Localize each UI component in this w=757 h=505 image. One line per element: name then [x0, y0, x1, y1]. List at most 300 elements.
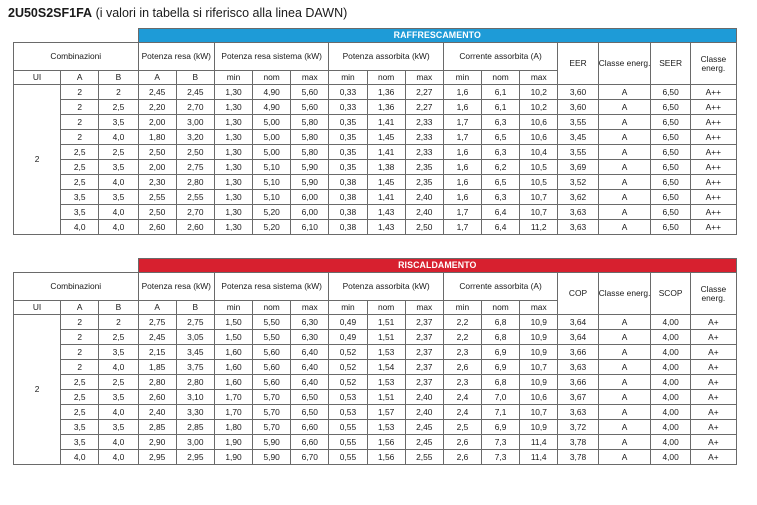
- table-cell: 2,75: [176, 315, 214, 330]
- table-row: [14, 330, 737, 345]
- table-cell: 5,90: [291, 175, 329, 190]
- table-cell: 2,40: [405, 190, 443, 205]
- table-cell: 6,8: [482, 315, 520, 330]
- table-cell: 10,2: [520, 100, 558, 115]
- table-cell: 1,51: [367, 390, 405, 405]
- table-cell: 6,30: [291, 330, 329, 345]
- table-row: [14, 100, 737, 115]
- subheader-min: min: [329, 71, 367, 85]
- table-cell: 3,66: [558, 375, 598, 390]
- table-cell: 2,5: [99, 100, 138, 115]
- table-cell: 5,90: [291, 160, 329, 175]
- table-cell: A: [598, 145, 651, 160]
- table-cell: 2,55: [405, 450, 443, 465]
- table-cell: 2,37: [405, 375, 443, 390]
- table-cell: 1,80: [214, 420, 252, 435]
- table-cell: 0,49: [329, 315, 367, 330]
- subheader-max: max: [405, 71, 443, 85]
- table-cell: 2,45: [176, 85, 214, 100]
- subheader-a: A: [138, 71, 176, 85]
- table-cell: 6,5: [482, 130, 520, 145]
- subheader-ui: UI: [14, 301, 61, 315]
- table-cell: 1,51: [367, 330, 405, 345]
- table-cell: 7,3: [482, 435, 520, 450]
- table-cell: 6,40: [291, 360, 329, 375]
- table-cell: 0,55: [329, 435, 367, 450]
- table-cell: 0,38: [329, 205, 367, 220]
- model-note: (i valori in tabella si riferisco alla linea DAWN): [95, 6, 348, 20]
- table-cell: 1,30: [214, 115, 252, 130]
- table-cell: 6,9: [482, 360, 520, 375]
- table-cell: 2,5: [99, 145, 138, 160]
- table-cell: A++: [690, 220, 736, 235]
- table-cell: 3,62: [558, 190, 598, 205]
- table-cell: A+: [690, 375, 736, 390]
- table-cell: 2,75: [138, 315, 176, 330]
- table-cell: 5,50: [253, 330, 291, 345]
- table-cell: 4,0: [99, 435, 138, 450]
- table-cell: 6,9: [482, 420, 520, 435]
- table-row: [14, 405, 737, 420]
- table-cell: 2,00: [138, 160, 176, 175]
- table-cell: A: [598, 345, 651, 360]
- table-cell: 1,30: [214, 220, 252, 235]
- header-corrente-assorbita: Corrente assorbita (A): [443, 273, 557, 301]
- subheader-max: max: [520, 71, 558, 85]
- table-cell: 11,4: [520, 450, 558, 465]
- table-cell: 1,30: [214, 205, 252, 220]
- subheader-b: B: [99, 71, 138, 85]
- table-cell: A++: [690, 145, 736, 160]
- table-cell: 10,6: [520, 115, 558, 130]
- table-cell: 5,50: [253, 315, 291, 330]
- table-cell: 10,5: [520, 175, 558, 190]
- subheader-a: A: [61, 301, 99, 315]
- table-cell: 3,69: [558, 160, 598, 175]
- table-cell: 0,33: [329, 100, 367, 115]
- table-cell: 2,4: [443, 390, 481, 405]
- table-cell: 2,90: [138, 435, 176, 450]
- table-cell: 2: [61, 100, 99, 115]
- table-cell: 3,55: [558, 145, 598, 160]
- table-cell: A: [598, 85, 651, 100]
- table-cell: 2,40: [405, 390, 443, 405]
- table-cell: 6,50: [291, 390, 329, 405]
- table-cell: 0,38: [329, 190, 367, 205]
- table-cell: 6,5: [482, 175, 520, 190]
- table-cell: 1,53: [367, 375, 405, 390]
- subheader-a: A: [138, 301, 176, 315]
- table-cell: 1,30: [214, 145, 252, 160]
- subheader-nom: nom: [253, 71, 291, 85]
- table-cell: 0,52: [329, 360, 367, 375]
- table-cell: 0,52: [329, 345, 367, 360]
- table-cell: 4,90: [253, 85, 291, 100]
- table-cell: 5,60: [253, 375, 291, 390]
- table-cell: 2,5: [61, 390, 99, 405]
- table-cell: A+: [690, 330, 736, 345]
- table-cell: 5,70: [253, 420, 291, 435]
- table-cell: 5,00: [253, 130, 291, 145]
- table-cell: A: [598, 100, 651, 115]
- header-potenza-assorbita: Potenza assorbita (kW): [329, 273, 443, 301]
- table-cell: A: [598, 205, 651, 220]
- table-cell: 0,38: [329, 220, 367, 235]
- table-cell: 10,9: [520, 375, 558, 390]
- table-cell: 2,5: [99, 330, 138, 345]
- table-cell: 2,40: [405, 405, 443, 420]
- table-cell: A: [598, 175, 651, 190]
- table-cell: 2,00: [138, 115, 176, 130]
- table-cell: 5,10: [253, 190, 291, 205]
- table-cell: 3,30: [176, 405, 214, 420]
- table-cell: 2,70: [176, 100, 214, 115]
- table-row: [14, 205, 737, 220]
- table-cell: 2,70: [176, 205, 214, 220]
- table-cell: 3,64: [558, 315, 598, 330]
- table-cell: 5,10: [253, 160, 291, 175]
- table-cell: 0,35: [329, 160, 367, 175]
- table-cell: 2,50: [138, 145, 176, 160]
- table-cell: 2,6: [443, 450, 481, 465]
- table-cell: A: [598, 450, 651, 465]
- table-cell: A: [598, 375, 651, 390]
- table-cell: 5,60: [291, 100, 329, 115]
- table-cell: 2,60: [138, 390, 176, 405]
- table-cell: 6,3: [482, 115, 520, 130]
- subheader-b: B: [176, 71, 214, 85]
- table-cell: 3,72: [558, 420, 598, 435]
- table-cell: 2,3: [443, 345, 481, 360]
- table-cell: 6,50: [651, 160, 690, 175]
- table-cell: A+: [690, 405, 736, 420]
- header-potenza-resa: Potenza resa (kW): [138, 43, 214, 71]
- table-cell: 1,56: [367, 450, 405, 465]
- table-row: [14, 420, 737, 435]
- table-cell: 2,50: [405, 220, 443, 235]
- table-cell: 0,38: [329, 175, 367, 190]
- table-cell: 10,6: [520, 390, 558, 405]
- table-cell: 2: [99, 315, 138, 330]
- table-cell: A+: [690, 450, 736, 465]
- table-cell: 2,33: [405, 130, 443, 145]
- subheader-min: min: [443, 301, 481, 315]
- table-cell: 6,4: [482, 205, 520, 220]
- table-cell: 1,30: [214, 175, 252, 190]
- table-cell: 0,52: [329, 375, 367, 390]
- table-cell: A+: [690, 360, 736, 375]
- table-cell: 4,00: [651, 330, 690, 345]
- table-cell: A: [598, 330, 651, 345]
- table-cell: 4,0: [99, 130, 138, 145]
- table-cell: 6,50: [651, 145, 690, 160]
- table-cell: 6,9: [482, 345, 520, 360]
- table-cell: 6,30: [291, 315, 329, 330]
- table-cell: 2,15: [138, 345, 176, 360]
- table-row: [14, 130, 737, 145]
- table-cell: 1,6: [443, 190, 481, 205]
- table-cell: 6,4: [482, 220, 520, 235]
- table-cell: 3,5: [99, 190, 138, 205]
- table-cell: A+: [690, 390, 736, 405]
- table-cell: 0,53: [329, 405, 367, 420]
- table-cell: 10,4: [520, 145, 558, 160]
- table-cell: 1,45: [367, 130, 405, 145]
- table-cell: 3,5: [61, 435, 99, 450]
- table-cell: 1,38: [367, 160, 405, 175]
- table-cell: 1,7: [443, 115, 481, 130]
- table-cell: 6,50: [651, 175, 690, 190]
- table-cell: 6,8: [482, 375, 520, 390]
- table-row: [14, 175, 737, 190]
- table-cell: 3,63: [558, 220, 598, 235]
- table-cell: 1,7: [443, 205, 481, 220]
- table-cell: 4,00: [651, 435, 690, 450]
- table-cell: 1,6: [443, 145, 481, 160]
- table-cell: 0,35: [329, 115, 367, 130]
- table-cell: 10,5: [520, 160, 558, 175]
- table-cell: 11,4: [520, 435, 558, 450]
- table-cell: 2: [61, 85, 99, 100]
- table-cell: 4,0: [61, 220, 99, 235]
- table-cell: 2,2: [443, 330, 481, 345]
- table-cell: 2: [61, 315, 99, 330]
- table-cell: 2,80: [138, 375, 176, 390]
- table-cell: 6,50: [651, 190, 690, 205]
- subheader-b: B: [99, 301, 138, 315]
- table-cell: 3,5: [61, 205, 99, 220]
- table-cell: 4,00: [651, 360, 690, 375]
- table-row: [14, 375, 737, 390]
- table-cell: 1,30: [214, 190, 252, 205]
- table-row: [14, 390, 737, 405]
- subheader-min: min: [214, 71, 252, 85]
- table-cell: A: [598, 130, 651, 145]
- table-cell: A+: [690, 315, 736, 330]
- model-code: 2U50S2SF1FA: [8, 6, 93, 20]
- table-cell: A: [598, 390, 651, 405]
- table-cell: A+: [690, 420, 736, 435]
- table-cell: 3,00: [176, 115, 214, 130]
- table-cell: 0,49: [329, 330, 367, 345]
- table-cell: A++: [690, 175, 736, 190]
- table-row: [14, 115, 737, 130]
- table-cell: A++: [690, 160, 736, 175]
- table-cell: 5,60: [291, 85, 329, 100]
- table-cell: 2,35: [405, 175, 443, 190]
- table-row: [14, 85, 737, 100]
- table-cell: 2: [61, 115, 99, 130]
- table-cell: 5,20: [253, 205, 291, 220]
- header-potenza-resa-sistema: Potenza resa sistema (kW): [214, 43, 328, 71]
- table-cell: 2,4: [443, 405, 481, 420]
- subheader-b: B: [176, 301, 214, 315]
- table-cell: 10,9: [520, 345, 558, 360]
- table-cell: 2,5: [61, 160, 99, 175]
- table-cell: 1,6: [443, 160, 481, 175]
- table-cell: 1,6: [443, 100, 481, 115]
- table-cell: 2,5: [61, 375, 99, 390]
- table-cell: 10,7: [520, 405, 558, 420]
- subheader-max: max: [291, 71, 329, 85]
- table-cell: 2,27: [405, 100, 443, 115]
- table-cell: 1,6: [443, 175, 481, 190]
- ui-cell: 2: [14, 85, 61, 235]
- table-cell: 5,60: [253, 360, 291, 375]
- table-cell: 6,00: [291, 205, 329, 220]
- table-cell: 5,60: [253, 345, 291, 360]
- table-cell: 1,36: [367, 85, 405, 100]
- table-cell: 2: [61, 130, 99, 145]
- table-cell: A++: [690, 130, 736, 145]
- table-cell: 4,0: [61, 450, 99, 465]
- table-cell: 2: [61, 345, 99, 360]
- table-cell: 3,5: [99, 390, 138, 405]
- table-cell: 2,5: [61, 175, 99, 190]
- table-cell: 2,5: [99, 375, 138, 390]
- subheader-ui: UI: [14, 71, 61, 85]
- table-cell: 2,37: [405, 315, 443, 330]
- table-cell: 1,60: [214, 345, 252, 360]
- table-cell: 1,85: [138, 360, 176, 375]
- table-cell: 2,5: [61, 145, 99, 160]
- table-cell: 1,43: [367, 220, 405, 235]
- table-cell: 4,0: [99, 220, 138, 235]
- table-cell: 10,7: [520, 205, 558, 220]
- table-cell: 1,41: [367, 190, 405, 205]
- table-cell: 1,30: [214, 160, 252, 175]
- table-cell: 5,80: [291, 115, 329, 130]
- ui-cell: 2: [14, 315, 61, 465]
- table-cell: 1,45: [367, 175, 405, 190]
- subheader-max: max: [291, 301, 329, 315]
- table-cell: A++: [690, 115, 736, 130]
- header-classe-energ: Classe energ.: [598, 43, 651, 85]
- table-cell: 0,33: [329, 85, 367, 100]
- table-cell: A++: [690, 85, 736, 100]
- header-eer: EER: [558, 43, 598, 85]
- table-cell: 1,6: [443, 85, 481, 100]
- table-cell: 6,60: [291, 435, 329, 450]
- table-cell: 3,63: [558, 205, 598, 220]
- table-cell: 3,63: [558, 405, 598, 420]
- table-cell: 6,2: [482, 160, 520, 175]
- table-cell: 6,3: [482, 190, 520, 205]
- table-cell: 10,9: [520, 315, 558, 330]
- table-cell: 3,5: [99, 420, 138, 435]
- table-cell: 2,5: [443, 420, 481, 435]
- header-classe-energ: Classe energ.: [598, 273, 651, 315]
- table-cell: 1,80: [138, 130, 176, 145]
- table-cell: A: [598, 190, 651, 205]
- table-cell: 3,64: [558, 330, 598, 345]
- page-title: [8, 6, 347, 20]
- table-cell: 2,27: [405, 85, 443, 100]
- table-cell: 11,2: [520, 220, 558, 235]
- header-potenza-resa: Potenza resa (kW): [138, 273, 214, 301]
- table-cell: 2,33: [405, 115, 443, 130]
- table-cell: 6,40: [291, 375, 329, 390]
- table-cell: 6,50: [651, 85, 690, 100]
- table-cell: 1,30: [214, 100, 252, 115]
- table-cell: 1,30: [214, 130, 252, 145]
- table-cell: 2,2: [443, 315, 481, 330]
- header-combinazioni: Combinazioni: [14, 273, 139, 301]
- table-cell: 3,5: [99, 160, 138, 175]
- table-cell: 3,63: [558, 360, 598, 375]
- table-cell: 2,6: [443, 360, 481, 375]
- table-cell: 1,70: [214, 390, 252, 405]
- table-cell: A: [598, 360, 651, 375]
- cooling-table: [13, 28, 737, 235]
- header-scop: SCOP: [651, 273, 690, 315]
- table-cell: A+: [690, 345, 736, 360]
- table-row: [14, 345, 737, 360]
- table-cell: 2,45: [138, 85, 176, 100]
- table-cell: 2,40: [138, 405, 176, 420]
- table-cell: 2,95: [138, 450, 176, 465]
- subheader-nom: nom: [367, 301, 405, 315]
- table-cell: 5,90: [253, 450, 291, 465]
- table-cell: 6,50: [651, 205, 690, 220]
- subheader-min: min: [214, 301, 252, 315]
- table-cell: 2,75: [176, 160, 214, 175]
- table-cell: 6,40: [291, 345, 329, 360]
- table-cell: 6,8: [482, 330, 520, 345]
- table-cell: 3,60: [558, 100, 598, 115]
- table-row: [14, 360, 737, 375]
- table-cell: 4,00: [651, 315, 690, 330]
- table-cell: 2,60: [176, 220, 214, 235]
- table-cell: 6,50: [651, 220, 690, 235]
- table-cell: 5,80: [291, 145, 329, 160]
- table-cell: 1,41: [367, 145, 405, 160]
- table-cell: 1,7: [443, 220, 481, 235]
- table-cell: 2,37: [405, 330, 443, 345]
- subheader-nom: nom: [482, 71, 520, 85]
- table-cell: 3,78: [558, 450, 598, 465]
- table-cell: A++: [690, 100, 736, 115]
- table-cell: 6,50: [291, 405, 329, 420]
- table-cell: 6,1: [482, 85, 520, 100]
- table-row: [14, 435, 737, 450]
- table-cell: 1,7: [443, 130, 481, 145]
- table-cell: 2,50: [138, 205, 176, 220]
- table-cell: 5,70: [253, 390, 291, 405]
- table-cell: 1,57: [367, 405, 405, 420]
- table-cell: 2,37: [405, 345, 443, 360]
- table-cell: 5,80: [291, 130, 329, 145]
- header-potenza-assorbita: Potenza assorbita (kW): [329, 43, 443, 71]
- subheader-nom: nom: [253, 301, 291, 315]
- table-cell: 2,60: [138, 220, 176, 235]
- table-cell: 2,50: [176, 145, 214, 160]
- subheader-min: min: [443, 71, 481, 85]
- table-cell: 5,70: [253, 405, 291, 420]
- band-spacer: [14, 29, 139, 43]
- table-cell: 3,5: [61, 420, 99, 435]
- table-cell: 3,78: [558, 435, 598, 450]
- table-cell: 0,55: [329, 420, 367, 435]
- table-cell: 0,55: [329, 450, 367, 465]
- table-cell: 6,50: [651, 130, 690, 145]
- table-cell: 4,0: [99, 205, 138, 220]
- table-cell: 2,80: [176, 175, 214, 190]
- table-cell: 1,41: [367, 115, 405, 130]
- table-cell: A: [598, 160, 651, 175]
- table-cell: 6,70: [291, 450, 329, 465]
- table-cell: 3,20: [176, 130, 214, 145]
